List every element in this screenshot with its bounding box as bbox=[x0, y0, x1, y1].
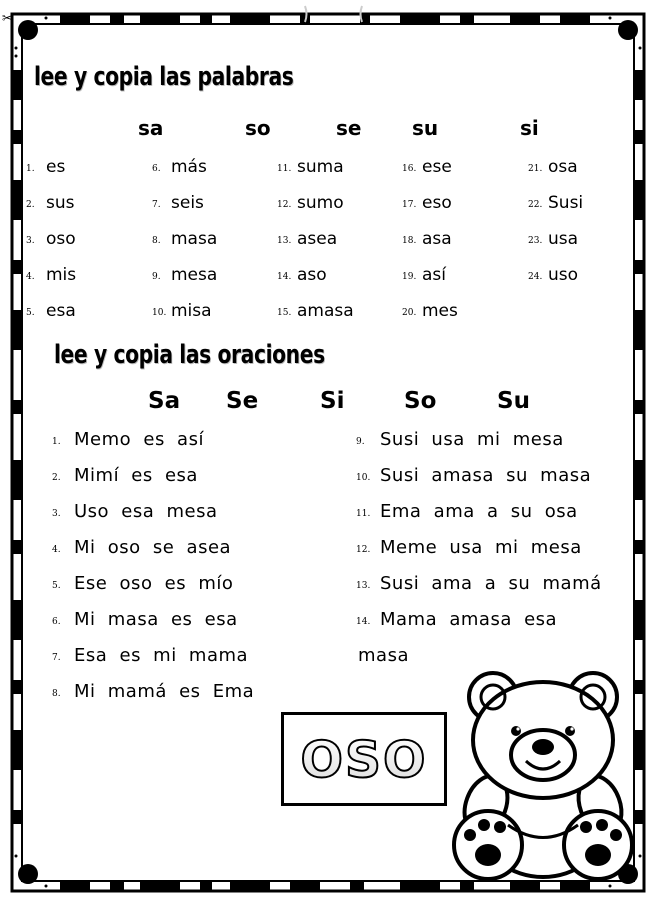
word-item: amasa bbox=[297, 301, 354, 321]
sentence-number: 12. bbox=[356, 545, 371, 555]
word-number: 23. bbox=[528, 236, 543, 246]
sentence-number: 6. bbox=[52, 617, 61, 627]
word-number: 20. bbox=[402, 308, 417, 318]
syllable-heading: Sa bbox=[148, 388, 181, 414]
word-number: 16. bbox=[402, 164, 417, 174]
word-number: 18. bbox=[402, 236, 417, 246]
sentence-item: Mi mamá es Ema bbox=[74, 681, 255, 702]
word-item: asa bbox=[422, 229, 452, 249]
word-item: esa bbox=[46, 301, 76, 321]
word-item: mes bbox=[422, 301, 458, 321]
sentence-number: 14. bbox=[356, 617, 371, 627]
oso-word-text: OSO bbox=[300, 731, 428, 789]
teddy-bear-icon bbox=[448, 665, 638, 885]
sentence-continuation: masa bbox=[358, 645, 409, 666]
word-item: es bbox=[46, 157, 66, 177]
word-number: 3. bbox=[26, 236, 35, 246]
syllable-heading: Si bbox=[320, 388, 345, 414]
word-number: 5. bbox=[26, 308, 35, 318]
word-number: 22. bbox=[528, 200, 543, 210]
word-item: mis bbox=[46, 265, 77, 285]
word-number: 12. bbox=[277, 200, 292, 210]
word-number: 4. bbox=[26, 272, 35, 282]
sentence-number: 11. bbox=[356, 509, 371, 519]
sentence-item: Memo es así bbox=[74, 429, 204, 450]
word-number: 1. bbox=[26, 164, 35, 174]
sentence-item: Ese oso es mío bbox=[74, 573, 234, 594]
sentence-item: Esa es mi mama bbox=[74, 645, 249, 666]
word-item: Susi bbox=[548, 193, 584, 213]
word-number: 24. bbox=[528, 272, 543, 282]
word-item: masa bbox=[171, 229, 218, 249]
sentence-number: 1. bbox=[52, 437, 61, 447]
syllable-heading: so bbox=[245, 116, 271, 140]
sentence-item: Susi usa mi mesa bbox=[380, 429, 564, 450]
word-number: 2. bbox=[26, 200, 35, 210]
word-item: aso bbox=[297, 265, 327, 285]
word-item: sumo bbox=[297, 193, 344, 213]
oso-bubble-text bbox=[284, 715, 444, 803]
sentence-number: 7. bbox=[52, 653, 61, 663]
word-item: osa bbox=[548, 157, 578, 177]
sentence-item: Ema ama a su osa bbox=[380, 501, 578, 522]
word-number: 19. bbox=[402, 272, 417, 282]
word-number: 6. bbox=[152, 164, 161, 174]
syllable-heading: Se bbox=[226, 388, 259, 414]
word-number: 15. bbox=[277, 308, 292, 318]
oso-word-box bbox=[281, 712, 447, 806]
word-number: 8. bbox=[152, 236, 161, 246]
sentence-number: 2. bbox=[52, 473, 61, 483]
syllable-heading: Su bbox=[497, 388, 530, 414]
syllable-heading: se bbox=[336, 116, 362, 140]
word-number: 17. bbox=[402, 200, 417, 210]
word-number: 21. bbox=[528, 164, 543, 174]
sentence-number: 10. bbox=[356, 473, 371, 483]
word-number: 10. bbox=[152, 308, 167, 318]
sentence-item: Mimí es esa bbox=[74, 465, 198, 486]
word-item: asea bbox=[297, 229, 338, 249]
word-number: 11. bbox=[277, 164, 292, 174]
word-item: suma bbox=[297, 157, 344, 177]
section-title-words: lee y copia las palabras bbox=[34, 62, 294, 92]
sentence-item: Uso esa mesa bbox=[74, 501, 218, 522]
word-number: 13. bbox=[277, 236, 292, 246]
sentence-item: Susi amasa su masa bbox=[380, 465, 592, 486]
word-number: 7. bbox=[152, 200, 161, 210]
sentence-number: 9. bbox=[356, 437, 365, 447]
word-item: misa bbox=[171, 301, 212, 321]
word-item: así bbox=[422, 265, 446, 285]
sentence-item: Mi oso se asea bbox=[74, 537, 232, 558]
syllable-heading: sa bbox=[138, 116, 164, 140]
sentence-item: Meme usa mi mesa bbox=[380, 537, 582, 558]
word-item: ese bbox=[422, 157, 452, 177]
syllable-heading: So bbox=[404, 388, 437, 414]
word-item: mesa bbox=[171, 265, 218, 285]
sentence-item: Mi masa es esa bbox=[74, 609, 238, 630]
syllable-heading: su bbox=[412, 116, 439, 140]
word-item: sus bbox=[46, 193, 75, 213]
section-title-sentences: lee y copia las oraciones bbox=[54, 340, 325, 370]
word-number: 14. bbox=[277, 272, 292, 282]
word-item: seis bbox=[171, 193, 204, 213]
sentence-item: Mama amasa esa bbox=[380, 609, 558, 630]
word-item: oso bbox=[46, 229, 76, 249]
sentence-number: 3. bbox=[52, 509, 61, 519]
sentence-number: 13. bbox=[356, 581, 371, 591]
word-item: más bbox=[171, 157, 207, 177]
syllable-heading: si bbox=[520, 116, 539, 140]
word-item: usa bbox=[548, 229, 579, 249]
svg-text:✂: ✂ bbox=[2, 11, 13, 25]
word-number: 9. bbox=[152, 272, 161, 282]
sentence-number: 5. bbox=[52, 581, 61, 591]
sentence-number: 8. bbox=[52, 689, 61, 699]
word-item: eso bbox=[422, 193, 452, 213]
sentence-item: Susi ama a su mamá bbox=[380, 573, 602, 594]
word-item: uso bbox=[548, 265, 579, 285]
sentence-number: 4. bbox=[52, 545, 61, 555]
